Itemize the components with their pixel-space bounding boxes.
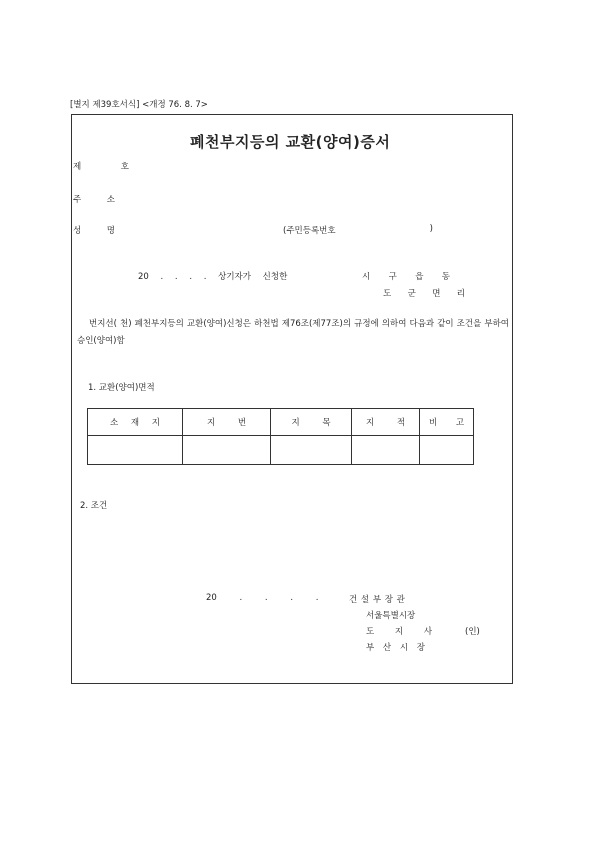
address-field-label: 주 소 bbox=[73, 195, 115, 205]
resident-number-close: ) bbox=[429, 224, 433, 234]
place-gun: 군 bbox=[407, 289, 416, 299]
place-ri: 리 bbox=[456, 289, 465, 299]
col-land-category: 지 목 bbox=[271, 409, 352, 436]
col-lot-number: 지 번 bbox=[183, 409, 271, 436]
col-location: 소 재 지 bbox=[88, 409, 183, 436]
name-field-label: 성 명 bbox=[73, 226, 115, 236]
resident-number-open: (주민등록번호 bbox=[283, 226, 336, 236]
document-title: 폐천부지등의 교환(양여)증서 bbox=[190, 133, 391, 151]
number-field-label: 제 호 bbox=[73, 162, 129, 172]
section2-heading: 2. 조건 bbox=[80, 501, 108, 511]
form-header: [별지 제39호서식] <개정 76. 8. 7> bbox=[70, 100, 208, 110]
place-eup: 읍 bbox=[415, 272, 424, 282]
cell-lot-number[interactable] bbox=[183, 436, 271, 465]
resident-number-field bbox=[283, 224, 433, 236]
section1-heading: 1. 교환(양여)면적 bbox=[88, 383, 155, 393]
approval-statement: 번지선( 천) 폐천부지등의 교환(양여)신청은 하천법 제76조(제77조)의 규정에 의하여 다음과 같이 조건을 부하여 승인(양여)함 bbox=[77, 319, 509, 346]
application-date: 20 . . . . 상기자가 신청한 bbox=[138, 272, 288, 282]
signer-minister: 건 설 부 장 관 bbox=[349, 595, 405, 605]
signer-busan-mayor: 부 산 시 장 bbox=[366, 643, 425, 653]
place-si: 시 bbox=[362, 272, 371, 282]
signer-governor: 도 지 사 bbox=[366, 627, 433, 637]
col-remarks: 비 고 bbox=[420, 409, 474, 436]
col-land-area: 지 적 bbox=[352, 409, 420, 436]
place-do: 도 bbox=[383, 289, 392, 299]
area-table-header bbox=[88, 409, 474, 436]
cell-land-area[interactable] bbox=[352, 436, 420, 465]
place-myeon: 면 bbox=[432, 289, 441, 299]
cell-location[interactable] bbox=[88, 436, 183, 465]
table-row bbox=[88, 436, 474, 465]
place-dong: 동 bbox=[441, 272, 450, 282]
signature-date: 20 . . . . bbox=[206, 593, 319, 603]
area-table bbox=[87, 408, 474, 465]
cell-land-category[interactable] bbox=[271, 436, 352, 465]
place-row-1 bbox=[362, 270, 450, 282]
cell-remarks[interactable] bbox=[420, 436, 474, 465]
signer-seoul-mayor: 서울특별시장 bbox=[366, 611, 416, 621]
place-row-2 bbox=[383, 287, 465, 299]
seal-mark: (인) bbox=[465, 627, 480, 637]
place-gu: 구 bbox=[388, 272, 397, 282]
